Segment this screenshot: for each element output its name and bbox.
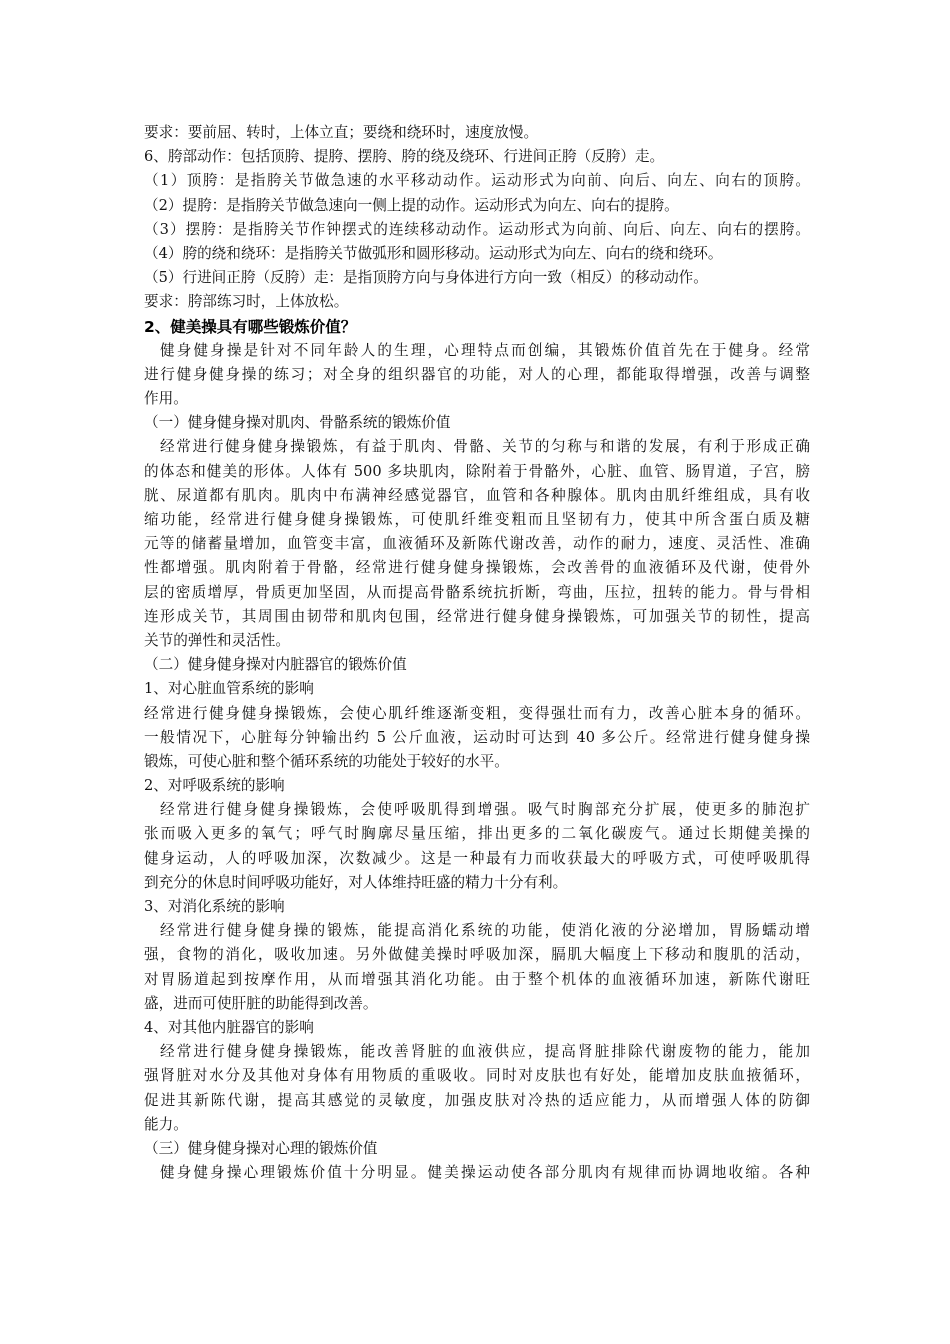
text-line: 3、对消化系统的影响 [144, 898, 285, 915]
text-line: （2）提胯：是指胯关节做急速向一侧上提的动作。运动形式为向左、向右的提胯。 [144, 196, 679, 214]
section-heading: 2、健美操具有哪些锻炼价值？ [144, 317, 357, 336]
text-line: 要求：胯部练习时，上体放松。 [144, 293, 349, 311]
text-line: 健身运动，人的呼吸加深，次数减少。这是一种最有力而收获最大的呼吸方式，可使呼吸肌得 [144, 849, 810, 867]
text-line: （二）健身健身操对内脏器官的锻炼价值 [144, 656, 407, 674]
text-line: 能力。 [144, 1115, 188, 1133]
text-line: （3）摆胯：是指胯关节作钟摆式的连续移动动作。运动形式为向前、向后、向左、向右的摆胯。 [144, 220, 810, 238]
text-line: （4）胯的绕和绕环：是指胯关节做弧形和圆形移动。运动形式为向左、向右的绕和绕环。 [144, 244, 723, 262]
text-line: 经常进行健身健身操锻炼，有益于肌肉、骨骼、关节的匀称与和谐的发展，有利于形成正确 [160, 438, 810, 456]
text-line: （5）行进间正胯（反胯）走：是指顶胯方向与身体进行方向一致（相反）的移动动作。 [144, 269, 708, 287]
text-line: 2、对呼吸系统的影响 [144, 777, 285, 795]
text-line: （一）健身健身操对肌肉、骨骼系统的锻炼价值 [144, 414, 451, 432]
text-line: 对胃肠道起到按摩作用，从而增强其消化功能。由于整个机体的血液循环加速，新陈代谢旺 [144, 970, 810, 988]
text-line: 经常进行健身健身操锻炼，能改善肾脏的血液供应，提高肾脏排除代谢废物的能力，能加 [160, 1043, 810, 1061]
text-line: 4、对其他内脏器官的影响 [144, 1018, 314, 1036]
text-line: 张而吸入更多的氧气；呼气时胸廓尽量压缩，排出更多的二氧化碳废气。通过长期健美操的 [144, 825, 810, 843]
text-line: 强，食物的消化，吸收加速。另外做健美操时呼吸加深，膈肌大幅度上下移动和腹肌的活动， [144, 946, 810, 964]
text-line: 进行健身健身操的练习；对全身的组织器官的功能，对人的心理，都能取得增强，改善与调整 [144, 365, 810, 383]
text-line: 胱、尿道都有肌肉。肌肉中布满神经感觉器官，血管和各种腺体。肌肉由肌纤维组成，具有收 [144, 486, 810, 504]
text-line: 连形成关节，其周围由韧带和肌肉包围，经常进行健身健身操锻炼，可加强关节的韧性，提高 [144, 607, 810, 625]
text-line: 缩功能，经常进行健身健身操锻炼，可使肌纤维变粗而且坚韧有力，使其中所含蛋白质及糖 [144, 511, 810, 528]
text-line: 经常进行健身健身操锻炼，会使呼吸肌得到增强。吸气时胸部充分扩展，使更多的肺泡扩 [160, 801, 810, 819]
text-line: 关节的弹性和灵活性。 [144, 631, 290, 649]
text-line: （1）顶胯：是指胯关节做急速的水平移动动作。运动形式为向前、向后、向左、向右的顶胯。 [144, 172, 810, 190]
text-line: 经常进行健身健身操的锻炼，能提高消化系统的功能，使消化液的分泌增加，胃肠蠕动增 [160, 922, 810, 940]
text-line: （三）健身健身操对心理的锻炼价值 [144, 1139, 378, 1157]
text-line: 1、对心脏血管系统的影响 [144, 680, 314, 698]
text-line: 到充分的休息时间呼吸功能好，对人体维持旺盛的精力十分有利。 [144, 873, 568, 891]
text-line: 锻炼，可使心脏和整个循环系统的功能处于较好的水平。 [144, 752, 509, 770]
text-line: 健身健身操心理锻炼价值十分明显。健美操运动使各部分肌肉有规律而协调地收缩。各种 [160, 1164, 810, 1182]
text-line: 6、胯部动作：包括顶胯、提胯、摆胯、胯的绕及绕环、行进间正胯（反胯）走。 [144, 148, 665, 166]
text-line: 经常进行健身健身操锻炼，会使心肌纤维逐渐变粗，变得强壮而有力，改善心脏本身的循环。 [144, 704, 810, 722]
text-line: 作用。 [144, 390, 188, 408]
text-line: 层的密质增厚，骨质更加坚固，从而提高骨骼系统抗折断，弯曲，压拉，扭转的能力。骨与骨相 [144, 583, 810, 601]
document-body [144, 121, 810, 1185]
text-line: 促进其新陈代谢，提高其感觉的灵敏度，加强皮肤对冷热的适应能力，从而增强人体的防御 [144, 1091, 810, 1109]
text-line: 元等的储蓄量增加，血管变丰富，血液循环及新陈代谢改善，动作的耐力，速度、灵活性、准确 [144, 535, 810, 553]
text-line: 强肾脏对水分及其他对身体有用物质的重吸收。同时对皮肤也有好处，能增加皮肤血掖循环， [144, 1067, 810, 1085]
text-line: 健身健身操是针对不同年龄人的生理，心理特点而创编，其锻炼价值首先在于健身。经常 [160, 341, 810, 359]
text-line: 要求：要前屈、转时，上体立直；要绕和绕环时，速度放慢。 [144, 124, 539, 141]
text-line: 盛，进而可使肝脏的助能得到改善。 [144, 994, 378, 1012]
text-line: 一般情况下，心脏每分钟输出约 5 公斤血液，运动时可达到 40 多公斤。经常进行健身健身操 [144, 728, 810, 746]
text-line: 性都增强。肌肉附着于骨骼，经常进行健身健身操锻炼，会改善骨的血液循环及代谢，使骨外 [144, 559, 810, 577]
text-line: 的体态和健美的形体。人体有 500 多块肌肉，除附着于骨骼外，心脏、血管、肠胃道，子宫，膀 [144, 462, 810, 480]
